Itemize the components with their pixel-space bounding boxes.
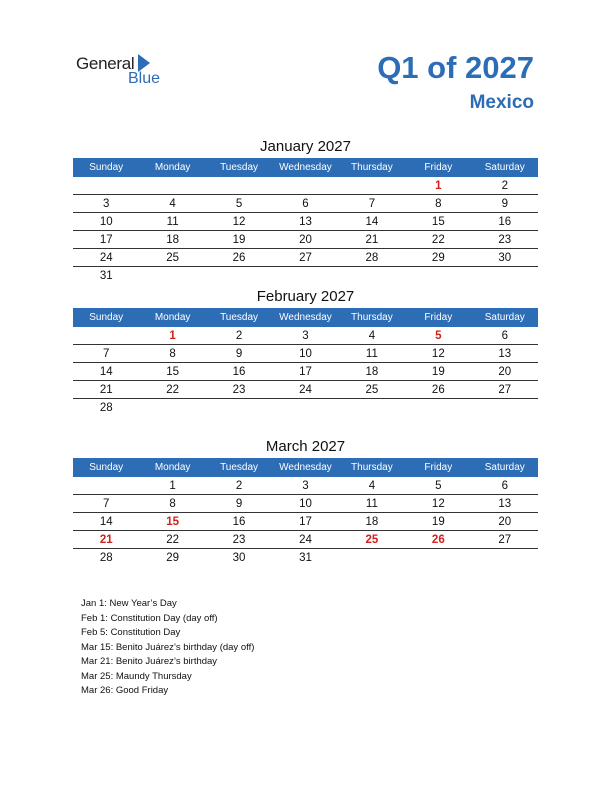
day-cell: 9 — [472, 195, 538, 213]
logo-text-general: General — [76, 54, 135, 73]
day-cell: 18 — [139, 231, 205, 249]
weekday-header: Saturday — [472, 158, 538, 177]
day-cell: 8 — [405, 195, 471, 213]
day-cell: 9 — [206, 495, 272, 513]
day-cell: 8 — [139, 345, 205, 363]
weekday-header: Tuesday — [206, 308, 272, 327]
empty-day-cell — [405, 399, 471, 417]
day-cell: 4 — [339, 477, 405, 495]
country-name: Mexico — [469, 92, 534, 113]
generalblue-logo — [76, 52, 176, 92]
holiday-day-cell: 15 — [139, 513, 205, 531]
holiday-item: Feb 5: Constitution Day — [81, 627, 181, 638]
empty-day-cell — [206, 267, 272, 285]
weekday-header: Wednesday — [272, 308, 338, 327]
week-row — [73, 195, 538, 213]
day-cell: 13 — [472, 495, 538, 513]
day-cell: 25 — [139, 249, 205, 267]
empty-day-cell — [472, 549, 538, 567]
day-cell: 26 — [206, 249, 272, 267]
holiday-item: Mar 26: Good Friday — [81, 685, 169, 696]
day-cell: 3 — [272, 327, 338, 345]
holiday-day-cell: 26 — [405, 531, 471, 549]
weekday-header: Tuesday — [206, 458, 272, 477]
day-cell: 6 — [472, 327, 538, 345]
day-cell: 23 — [206, 381, 272, 399]
day-cell: 31 — [299, 551, 312, 564]
holiday-day-cell: 1 — [405, 177, 471, 195]
day-cell: 27 — [472, 381, 538, 399]
day-cell: 12 — [405, 495, 471, 513]
day-cell: 16 — [206, 363, 272, 381]
day-cell: 22 — [139, 531, 205, 549]
empty-day-cell — [339, 177, 405, 195]
day-cell: 4 — [339, 327, 405, 345]
day-cell: 20 — [472, 513, 538, 531]
week-row — [73, 531, 538, 549]
weekday-header: Thursday — [339, 158, 405, 177]
empty-day-cell — [139, 267, 205, 285]
week-row — [73, 345, 538, 363]
day-cell: 30 — [232, 551, 246, 564]
week-row — [73, 513, 538, 531]
week-row — [73, 267, 538, 285]
week-row — [73, 177, 538, 195]
day-cell: 8 — [139, 495, 205, 513]
holiday-day-cell: 21 — [73, 531, 139, 549]
empty-day-cell — [206, 177, 272, 195]
week-row — [73, 381, 538, 399]
day-cell: 27 — [272, 249, 338, 267]
weekday-header-row — [73, 458, 538, 477]
day-cell: 20 — [472, 363, 538, 381]
weekday-header: Sunday — [73, 308, 139, 327]
holiday-day-cell: 25 — [339, 531, 405, 549]
weekday-header: Monday — [139, 458, 205, 477]
day-cell: 12 — [405, 345, 471, 363]
day-cell: 11 — [139, 213, 205, 231]
day-cell: 20 — [272, 231, 338, 249]
day-cell: 14 — [339, 213, 405, 231]
day-cell: 3 — [73, 195, 139, 213]
day-cell: 14 — [73, 363, 139, 381]
day-cell: 27 — [472, 531, 538, 549]
empty-day-cell — [472, 399, 538, 417]
week-row — [73, 399, 538, 417]
month-february — [73, 286, 538, 416]
day-cell: 28 — [99, 551, 113, 564]
empty-day-cell — [405, 549, 471, 567]
day-cell: 19 — [405, 513, 471, 531]
weekday-header-row — [73, 308, 538, 327]
day-cell: 6 — [472, 477, 538, 495]
week-row — [73, 213, 538, 231]
day-cell: 17 — [73, 231, 139, 249]
day-cell: 24 — [73, 249, 139, 267]
holiday-item: Jan 1: New Year’s Day — [81, 598, 177, 609]
day-cell: 10 — [73, 213, 139, 231]
empty-day-cell — [73, 327, 139, 345]
empty-day-cell — [339, 267, 405, 285]
day-cell: 29 — [405, 249, 471, 267]
day-cell: 7 — [339, 195, 405, 213]
week-row — [73, 231, 538, 249]
week-row — [73, 495, 538, 513]
day-cell: 16 — [206, 513, 272, 531]
day-cell: 2 — [206, 477, 272, 495]
day-cell: 31 — [99, 269, 113, 282]
day-cell: 15 — [405, 213, 471, 231]
week-row — [73, 249, 538, 267]
holiday-item: Feb 1: Constitution Day (day off) — [81, 612, 218, 624]
day-cell: 2 — [206, 327, 272, 345]
holiday-item: Mar 15: Benito Juárez’s birthday (day off) — [81, 641, 255, 653]
day-cell: 18 — [339, 363, 405, 381]
day-cell: 11 — [339, 495, 405, 513]
day-cell: 13 — [272, 213, 338, 231]
holiday-list — [81, 597, 254, 699]
weekday-header: Tuesday — [206, 158, 272, 177]
empty-day-cell — [272, 177, 338, 195]
weekday-header: Thursday — [339, 458, 405, 477]
day-cell: 22 — [139, 381, 205, 399]
empty-day-cell — [206, 399, 272, 417]
day-cell: 13 — [472, 345, 538, 363]
day-cell: 15 — [139, 363, 205, 381]
month-title: February 2027 — [256, 288, 355, 305]
holiday-day-cell: 5 — [405, 327, 471, 345]
weekday-header: Friday — [405, 308, 471, 327]
day-cell: 7 — [73, 495, 139, 513]
weekday-header: Friday — [405, 158, 471, 177]
day-cell: 4 — [139, 195, 205, 213]
day-cell: 23 — [206, 531, 272, 549]
weekday-header: Monday — [139, 158, 205, 177]
weekday-header: Sunday — [73, 158, 139, 177]
day-cell: 17 — [272, 513, 338, 531]
logo-text-blue: Blue — [128, 70, 161, 87]
weekday-header: Saturday — [472, 458, 538, 477]
empty-day-cell — [139, 177, 205, 195]
day-cell: 21 — [339, 231, 405, 249]
week-row — [73, 549, 538, 567]
day-cell: 22 — [405, 231, 471, 249]
empty-day-cell — [472, 267, 538, 285]
week-row — [73, 363, 538, 381]
weekday-header: Friday — [405, 458, 471, 477]
empty-day-cell — [139, 399, 205, 417]
holiday-day-cell: 1 — [139, 327, 205, 345]
day-cell: 29 — [166, 551, 180, 564]
calendar-table — [73, 458, 538, 566]
empty-day-cell — [272, 267, 338, 285]
day-cell: 10 — [272, 345, 338, 363]
weekday-header: Sunday — [73, 458, 139, 477]
calendar-table — [73, 308, 538, 416]
holiday-item: Mar 21: Benito Juárez’s birthday — [81, 656, 218, 667]
month-march — [73, 436, 538, 566]
day-cell: 26 — [405, 381, 471, 399]
day-cell: 17 — [272, 363, 338, 381]
page-title: Q1 of 2027 — [377, 50, 534, 85]
day-cell: 21 — [73, 381, 139, 399]
month-title: March 2027 — [265, 438, 346, 455]
day-cell: 1 — [139, 477, 205, 495]
day-cell: 18 — [339, 513, 405, 531]
day-cell: 5 — [206, 195, 272, 213]
day-cell: 3 — [272, 477, 338, 495]
day-cell: 24 — [272, 381, 338, 399]
day-cell: 7 — [73, 345, 139, 363]
day-cell: 6 — [272, 195, 338, 213]
week-row — [73, 477, 538, 495]
holiday-item: Mar 25: Maundy Thursday — [81, 670, 192, 682]
day-cell: 2 — [472, 177, 538, 195]
day-cell: 16 — [472, 213, 538, 231]
weekday-header: Saturday — [472, 308, 538, 327]
day-cell: 12 — [206, 213, 272, 231]
day-cell: 19 — [206, 231, 272, 249]
day-cell: 28 — [339, 249, 405, 267]
empty-day-cell — [339, 549, 405, 567]
weekday-header-row — [73, 158, 538, 177]
day-cell: 11 — [339, 345, 405, 363]
month-january — [73, 136, 538, 284]
month-title: January 2027 — [260, 138, 351, 155]
weekday-header: Wednesday — [272, 458, 338, 477]
day-cell: 28 — [99, 401, 113, 414]
empty-day-cell — [73, 477, 139, 495]
day-cell: 5 — [405, 477, 471, 495]
empty-day-cell — [73, 177, 139, 195]
day-cell: 30 — [472, 249, 538, 267]
day-cell: 23 — [472, 231, 538, 249]
weekday-header: Wednesday — [272, 158, 338, 177]
day-cell: 10 — [272, 495, 338, 513]
calendar-table — [73, 158, 538, 284]
day-cell: 19 — [405, 363, 471, 381]
empty-day-cell — [405, 267, 471, 285]
day-cell: 24 — [272, 531, 338, 549]
week-row — [73, 327, 538, 345]
weekday-header: Thursday — [339, 308, 405, 327]
empty-day-cell — [339, 399, 405, 417]
day-cell: 9 — [206, 345, 272, 363]
weekday-header: Monday — [139, 308, 205, 327]
empty-day-cell — [272, 399, 338, 417]
day-cell: 14 — [73, 513, 139, 531]
day-cell: 25 — [339, 381, 405, 399]
